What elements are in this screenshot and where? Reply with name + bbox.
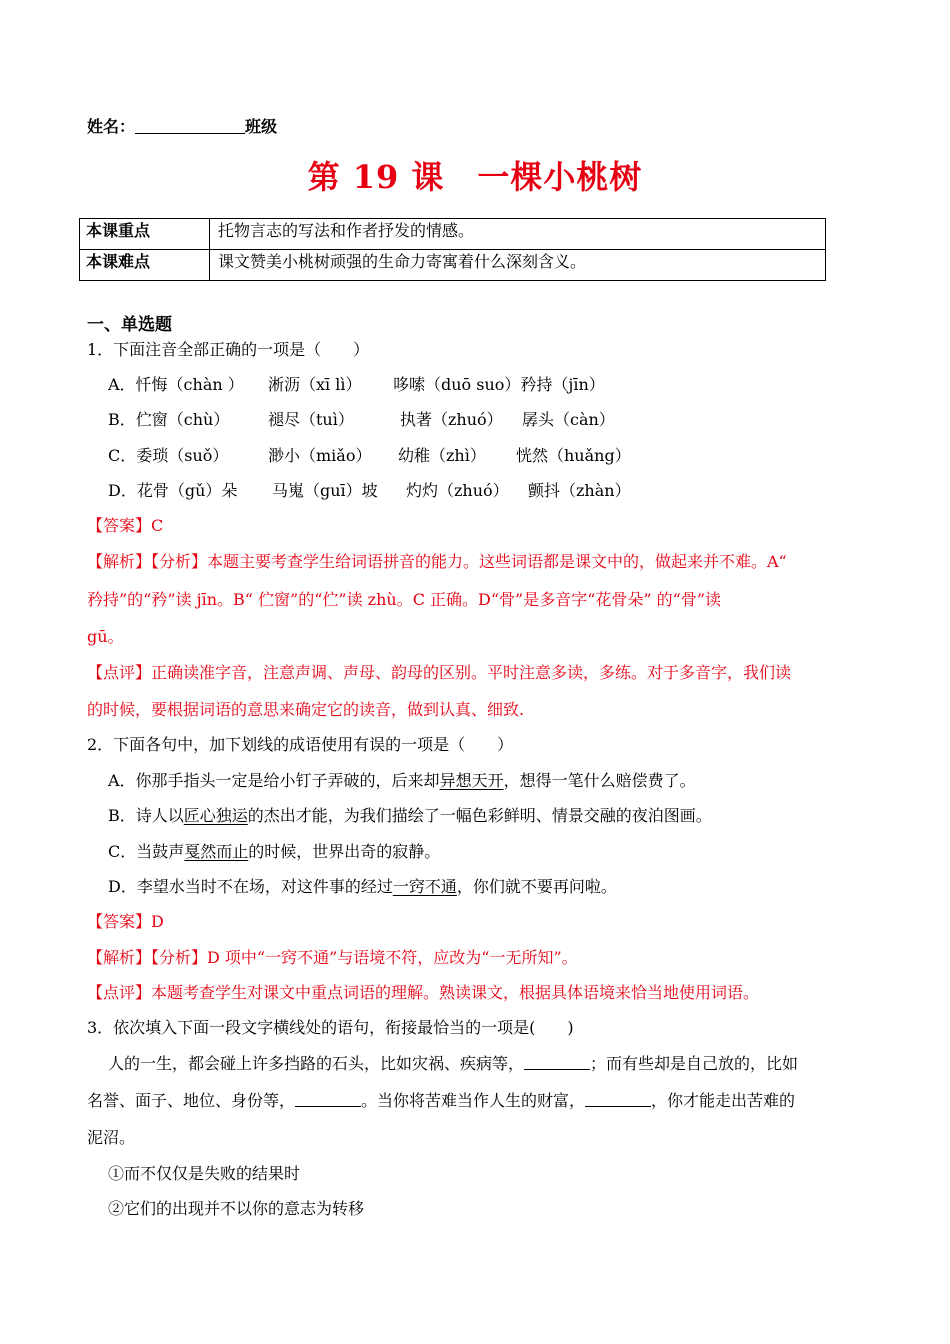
q2-a-post: ，想得一笔什么赔偿费了。 bbox=[503, 771, 696, 790]
q1-comment-line1: 【点评】正确读准字音，注意声调、声母、韵母的区别。平时注意多读，多练。对于多音字，我们读 bbox=[87, 663, 792, 682]
fill-blank-2[interactable] bbox=[295, 1092, 361, 1107]
q1-c-2: 渺小（miǎo） bbox=[268, 446, 372, 465]
q3-p1-b: ；而有些却是自己放的，比如 bbox=[590, 1054, 799, 1073]
difficulty-key: 本课难点 bbox=[80, 250, 210, 281]
section-heading: 一、单选题 bbox=[87, 315, 172, 335]
q2-a-pre: A．你那手指头一定是给小钉子弄破的，后来却 bbox=[108, 771, 440, 790]
q1-b-4: 孱头（càn） bbox=[522, 410, 615, 429]
q2-option-a bbox=[108, 771, 696, 791]
q2-c-pre: C．当鼓声 bbox=[108, 842, 185, 861]
q1-a-3: 哆嗦（duō suo）矜持（jīn） bbox=[393, 375, 605, 394]
difficulty-value: 课文赞美小桃树顽强的生命力寄寓着什么深刻含义。 bbox=[210, 250, 826, 281]
q2-comment: 【点评】本题考查学生对课文中重点词语的理解。熟读课文，根据具体语境来恰当地使用词语。 bbox=[87, 983, 760, 1002]
q1-analysis-line3: gū。 bbox=[87, 627, 124, 646]
q1-d-3: 灼灼（zhuó） bbox=[406, 481, 509, 500]
q3-stem: 3．依次填入下面一段文字横线处的语句，衔接最恰当的一项是( ) bbox=[87, 1018, 574, 1037]
q1-stem: 1．下面注音全部正确的一项是（ ） bbox=[87, 340, 370, 359]
q2-d-pre: D．李望水当时不在场，对这件事的经过 bbox=[108, 877, 393, 896]
q1-analysis-line2: 矜持”的“矜”读 jīn。B“ 伫窗”的“伫”读 zhù。C 正确。D“骨”是多音字“花骨朵” 的“骨”读 bbox=[87, 590, 722, 609]
q3-option-1: ①而不仅仅是失败的结果时 bbox=[108, 1164, 301, 1183]
lesson-focus-table bbox=[79, 218, 826, 281]
q2-d-post: ，你们就不要再问啦。 bbox=[456, 877, 617, 896]
table-row bbox=[80, 250, 826, 281]
focus-key: 本课重点 bbox=[80, 219, 210, 250]
q1-option-c: C．委琐（suǒ） bbox=[108, 446, 229, 465]
q1-d-2: 马嵬（guī）坡 bbox=[272, 481, 378, 500]
q2-answer: 【答案】D bbox=[87, 912, 164, 931]
q2-b-idiom: 匠心独运 bbox=[183, 806, 248, 825]
q3-p2-b: 。当你将苦难当作人生的财富， bbox=[361, 1091, 586, 1110]
q1-comment-line2: 的时候，要根据词语的意思来确定它的读音，做到认真、细致. bbox=[87, 700, 525, 719]
q3-passage-line1 bbox=[108, 1054, 798, 1074]
q2-a-idiom: 异想天开 bbox=[439, 771, 504, 790]
q3-p2-a: 名誉、面子、地位、身份等， bbox=[87, 1091, 296, 1110]
focus-value: 托物言志的写法和作者抒发的情感。 bbox=[210, 219, 826, 250]
fill-blank-3[interactable] bbox=[585, 1092, 651, 1107]
name-label: 姓名： bbox=[87, 117, 136, 136]
name-class-line bbox=[87, 117, 277, 137]
q2-stem: 2．下面各句中，加下划线的成语使用有误的一项是（ ） bbox=[87, 735, 514, 754]
q1-option-d: D．花骨（gǔ）朵 bbox=[108, 481, 238, 500]
q1-a-2: 淅沥（xī lì） bbox=[268, 375, 362, 394]
class-label: 班级 bbox=[245, 117, 278, 136]
q2-option-b bbox=[108, 806, 712, 826]
page-title: 第 19 课 一棵小桃树 bbox=[307, 158, 643, 196]
q1-option-b: B．伫窗（chù） bbox=[108, 410, 230, 429]
q1-answer: 【答案】C bbox=[87, 516, 164, 535]
q2-c-post: 的时候，世界出奇的寂静。 bbox=[248, 842, 441, 861]
q3-p1-a: 人的一生，都会碰上许多挡路的石头，比如灾祸、疾病等， bbox=[108, 1054, 525, 1073]
q1-c-4: 恍然（huǎng） bbox=[516, 446, 631, 465]
q3-option-2: ②它们的出现并不以你的意志为转移 bbox=[108, 1199, 365, 1218]
q1-d-4: 颤抖（zhàn） bbox=[528, 481, 631, 500]
q3-passage-line2 bbox=[87, 1091, 795, 1111]
q2-option-c bbox=[108, 842, 440, 862]
q1-option-a bbox=[108, 375, 244, 395]
q1-c-3: 幼稚（zhì） bbox=[398, 446, 486, 465]
q2-c-idiom: 戛然而止 bbox=[184, 842, 249, 861]
q2-b-post: 的杰出才能，为我们描绘了一幅色彩鲜明、情景交融的夜泊图画。 bbox=[247, 806, 712, 825]
q3-p2-c: ，你才能走出苦难的 bbox=[651, 1091, 796, 1110]
q3-passage-line3: 泥沼。 bbox=[87, 1128, 136, 1147]
q1-b-2: 褪尽（tuì） bbox=[268, 410, 354, 429]
name-blank[interactable] bbox=[135, 118, 245, 134]
q1-analysis-line1: 【解析】【分析】本题主要考查学生给词语拼音的能力。这些词语都是课文中的，做起来并不难。A“ bbox=[87, 552, 787, 571]
q2-analysis: 【解析】【分析】D 项中“一窍不通”与语境不符，应改为“一无所知”。 bbox=[87, 948, 578, 967]
fill-blank-1[interactable] bbox=[524, 1055, 590, 1070]
q2-b-pre: B．诗人以 bbox=[108, 806, 184, 825]
q1-b-3: 执著（zhuó） bbox=[400, 410, 503, 429]
q2-option-d bbox=[108, 877, 617, 897]
q2-d-idiom: 一窍不通 bbox=[392, 877, 457, 896]
table-row bbox=[80, 219, 826, 250]
q1-a-1: A．忏悔（chàn ） bbox=[108, 375, 244, 394]
